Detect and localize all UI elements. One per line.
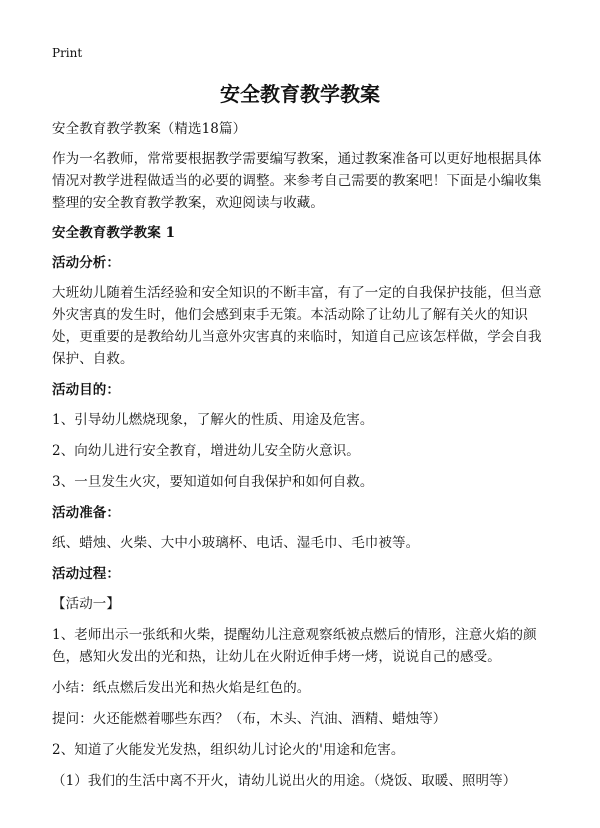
activity-label: 【活动一】 [52,596,120,612]
prep-heading: 活动准备： [52,505,120,521]
process-item: （1）我们的生活中离不开火，请幼儿说出火的用途。（烧饭、取暖、照明等） [52,773,517,789]
process-heading: 活动过程： [52,566,120,582]
analysis-paragraph: 大班幼儿随着生活经验和安全知识的不断丰富，有了一定的自我保护技能，但当意外灾害真的发生时，他们会感到束手无策。本活动除了让幼儿了解有关火的知识处，更重要的是教给幼儿当意外灾害真的来临时，知道自己应该怎样做，学会自我保护、自救。 [52,285,542,367]
document-body [52,118,548,801]
goal-item: 2、向幼儿进行安全教育，增进幼儿安全防火意识。 [52,443,360,459]
goal-item: 1、引导幼儿燃烧现象，了解火的性质、用途及危害。 [52,412,374,428]
goals-heading: 活动目的： [52,382,120,398]
analysis-heading: 活动分析： [52,255,120,271]
goal-item: 3、一旦发生火灾，要知道如何自我保护和如何自救。 [52,474,374,490]
process-item: 2、知道了火能发光发热，组织幼儿讨论火的'用途和危害。 [52,742,405,758]
prep-paragraph: 纸、蜡烛、火柴、大中小玻璃杯、电话、湿毛巾、毛巾被等。 [52,535,420,551]
print-label: Print [52,46,83,60]
page-title: 安全教育教学教案 [220,82,380,106]
process-item: 提问：火还能燃着哪些东西？（布，木头、汽油、酒精、蜡烛等） [52,711,447,727]
process-item: 小结：纸点燃后发出光和热火焰是红色的。 [52,680,311,696]
process-item: 1、老师出示一张纸和火柴，提醒幼儿注意观察纸被点燃后的情形，注意火焰的颜色，感知火发出的光和热，让幼儿在火附近伸手烤一烤，说说自己的感受。 [52,627,537,665]
intro-paragraph: 作为一名教师，常常要根据教学需要编写教案，通过教案准备可以更好地根据具体情况对教学进程做适当的必要的调整。来参考自己需要的教案吧！下面是小编收集整理的安全教育教学教案，欢迎阅读与收藏。 [52,151,542,211]
document-subtitle: 安全教育教学教案（精选18篇） [52,121,247,137]
section-title: 安全教育教学教案 1 [52,225,176,241]
